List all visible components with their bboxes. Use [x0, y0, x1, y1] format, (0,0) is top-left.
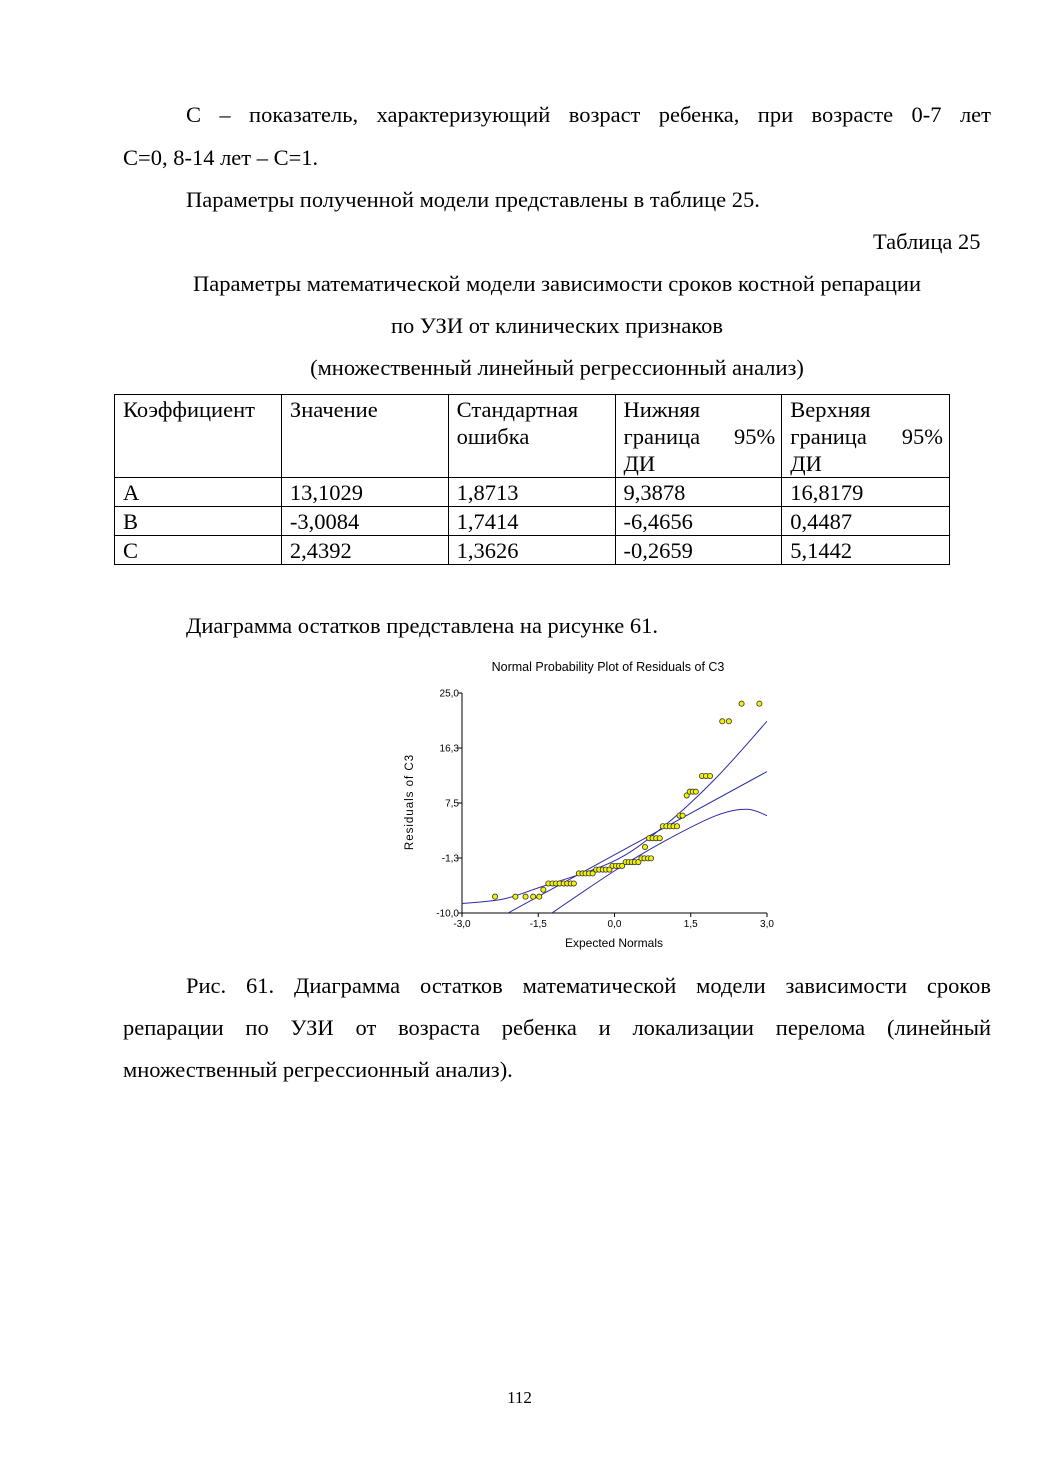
table-label: Таблица 25: [873, 229, 981, 254]
table-row: [115, 507, 950, 536]
table-title-2: по УЗИ от клинических признаков: [391, 313, 723, 338]
x-tick-label: -1,5: [529, 919, 547, 930]
data-point: [541, 887, 546, 892]
page-number: 112: [507, 1388, 532, 1407]
y-tick-label: 25,0: [439, 688, 459, 700]
caption-line-3: множественный регрессионный анализ).: [123, 1057, 513, 1082]
y-tick-label: -1,3: [441, 853, 459, 865]
data-point: [657, 836, 662, 841]
paragraph-3: Диаграмма остатков представлена на рисунке 61.: [186, 613, 658, 638]
table-title-3: (множественный линейный регрессионный анализ): [310, 355, 804, 380]
parameters-table: [114, 394, 950, 565]
data-point: [693, 789, 698, 794]
table-header-row: [115, 395, 950, 478]
table-cell: 1,3626: [448, 536, 615, 565]
data-point: [492, 894, 497, 899]
paragraph-2: Параметры полученной модели представлены в таблице 25.: [186, 187, 760, 212]
table-header-cell: Верхняя граница 95% ДИ: [782, 395, 950, 478]
table-cell: 2,4392: [281, 536, 448, 565]
data-point: [642, 844, 647, 849]
table-header-cell: Коэффициент: [115, 395, 282, 478]
table-cell: -0,2659: [615, 536, 782, 565]
table-header-cell: Значение: [281, 395, 448, 478]
y-tick-label: -10,0: [436, 908, 459, 920]
table-header-cell: Стандартная ошибка: [448, 395, 615, 478]
data-point: [680, 813, 685, 818]
table-cell: 16,8179: [782, 478, 950, 507]
x-tick-label: 3,0: [760, 919, 774, 930]
table-cell: 1,7414: [448, 507, 615, 536]
chart-y-label: Residuals of C3: [404, 753, 416, 851]
caption-line-1: Рис. 61. Диаграмма остатков математической модели зависимости сроков: [186, 973, 991, 998]
x-tick-label: 1,5: [683, 919, 698, 930]
data-point: [571, 881, 576, 886]
table-cell: 1,8713: [448, 478, 615, 507]
data-point: [537, 894, 542, 899]
x-tick-label: -3,0: [453, 919, 471, 930]
data-point: [513, 894, 518, 899]
residuals-chart-svg: [392, 655, 792, 955]
data-point: [720, 719, 725, 724]
table-cell: C: [115, 536, 282, 565]
table-title-1: Параметры математической модели зависимости сроков костной репарации: [192, 271, 922, 296]
y-tick-label: 7,5: [445, 798, 459, 810]
table-cell: -3,0084: [281, 507, 448, 536]
paragraph-line-2: С=0, 8-14 лет – С=1.: [123, 145, 319, 170]
data-point: [674, 824, 679, 829]
y-tick-label: 16,3: [439, 743, 459, 755]
table-row: [115, 478, 950, 507]
data-point: [739, 701, 744, 706]
table-cell: 5,1442: [782, 536, 950, 565]
table-cell: B: [115, 507, 282, 536]
table-header-cell: Нижняя граница 95% ДИ: [615, 395, 782, 478]
data-point: [757, 701, 762, 706]
residuals-chart: [392, 655, 792, 955]
table-cell: 13,1029: [281, 478, 448, 507]
caption-line-2: репарации по УЗИ от возраста ребенка и локализации перелома (линейный: [123, 1015, 991, 1040]
data-point: [726, 719, 731, 724]
table-cell: 0,4487: [782, 507, 950, 536]
chart-x-label: Expected Normals: [564, 936, 664, 950]
ci-upper-curve: [462, 721, 767, 903]
data-point: [649, 856, 654, 861]
table-row: [115, 536, 950, 565]
ci-lower-curve: [462, 809, 767, 955]
table-cell: A: [115, 478, 282, 507]
table-cell: -6,4656: [615, 507, 782, 536]
table-cell: 9,3878: [615, 478, 782, 507]
x-tick-label: 0,0: [607, 919, 622, 930]
chart-title: Normal Probability Plot of Residuals of C3: [491, 660, 725, 674]
data-point: [707, 773, 712, 778]
paragraph-line-1: С – показатель, характеризующий возраст ребенка, при возрасте 0-7 лет: [186, 102, 991, 127]
data-point: [531, 894, 536, 899]
data-point: [523, 894, 528, 899]
